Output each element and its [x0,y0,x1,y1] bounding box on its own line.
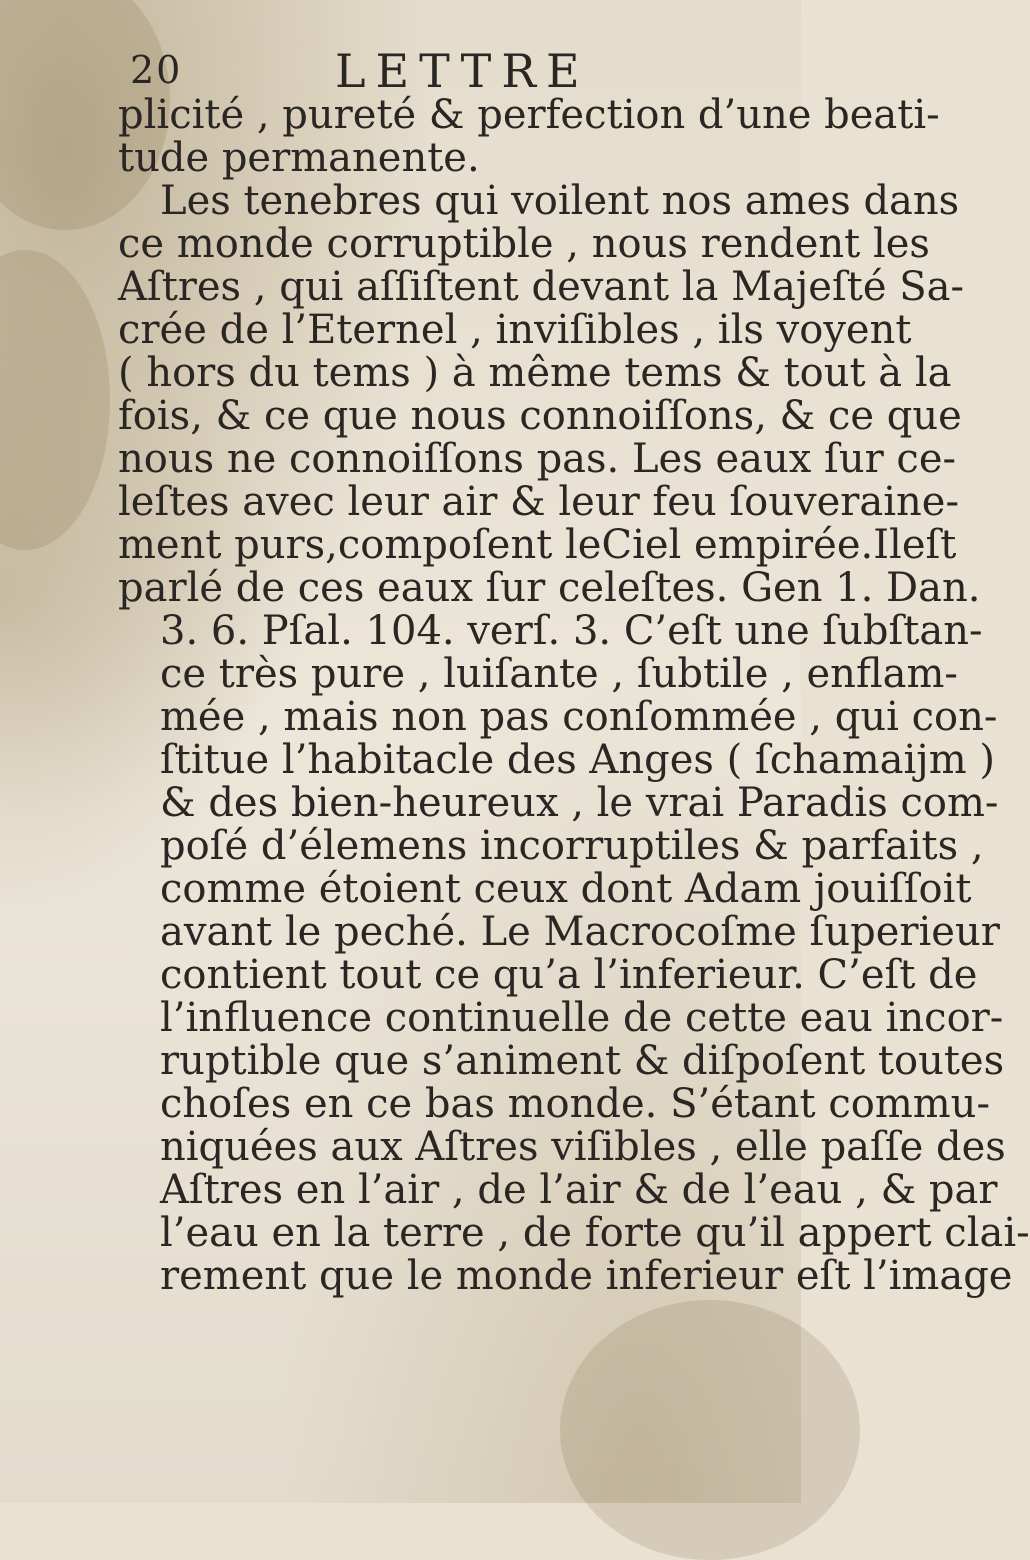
paper-stain [560,1300,860,1560]
text-line: contient tout ce qu’a l’inferieur. C’eſt de [160,952,978,998]
text-line: l’influence continuelle de cette eau incor- [160,995,1004,1041]
body-text [118,92,1030,1299]
text-line: mée , mais non pas conſommée , qui con- [160,694,998,740]
text-line: parlé de ces eaux ſur celeſtes. Gen 1. Dan. [118,565,981,611]
text-line: & des bien-heureux , le vrai Paradis com- [160,780,999,826]
text-line: crée de l’Eternel , inviſibles , ils voyent [118,307,912,353]
text-line: leſtes avec leur air & leur feu ſouveraine- [118,479,959,525]
text-line: niquées aux Aſtres viſibles , elle paſſe des [160,1124,1006,1170]
text-line: avant le peché. Le Macrocoſme ſuperieur [160,909,1000,955]
text-line: Aſtres , qui aſſiſtent devant la Majeſté Sa- [118,264,964,310]
text-line: comme étoient ceux dont Adam jouiſſoit [160,866,972,912]
text-line: nous ne connoiſſons pas. Les eaux ſur ce- [118,436,957,482]
text-line: ce monde corruptible , nous rendent les [118,221,930,267]
text-line: 3. 6. Pſal. 104. verſ. 3. C’eſt une ſubſtan- [160,608,983,654]
text-line: fois, & ce que nous connoiſſons, & ce que [118,393,962,439]
text-line: poſé d’élemens incorruptiles & parfaits , [160,823,984,869]
page-header [120,38,760,98]
text-line: tude permanente. [118,135,480,181]
text-line: ruptible que s’animent & diſpoſent toutes [160,1038,1005,1084]
text-line: l’eau en la terre , de forte qu’il appert clai- [160,1210,1030,1256]
text-line: ( hors du tems ) à même tems & tout à la [118,350,952,396]
text-line: Les tenebres qui voilent nos ames dans [160,178,960,224]
text-line: ce très pure , luiſante , ſubtile , enflam- [160,651,958,697]
text-line: ſtitue l’habitacle des Anges ( ſchamaijm ) [160,737,995,783]
text-line: plicité , pureté & perfection d’une beati- [118,92,940,138]
text-line: choſes en ce bas monde. S’étant commu- [160,1081,990,1127]
text-line: Aſtres en l’air , de l’air & de l’eau , & par [160,1167,998,1213]
text-line: rement que le monde inferieur eſt l’image [160,1253,1013,1299]
paper-stain [0,250,110,550]
text-line: ment purs,compoſent leCiel empirée.Ileſt [118,522,957,568]
running-title: LETTRE [335,44,590,98]
page-number: 20 [130,48,183,92]
